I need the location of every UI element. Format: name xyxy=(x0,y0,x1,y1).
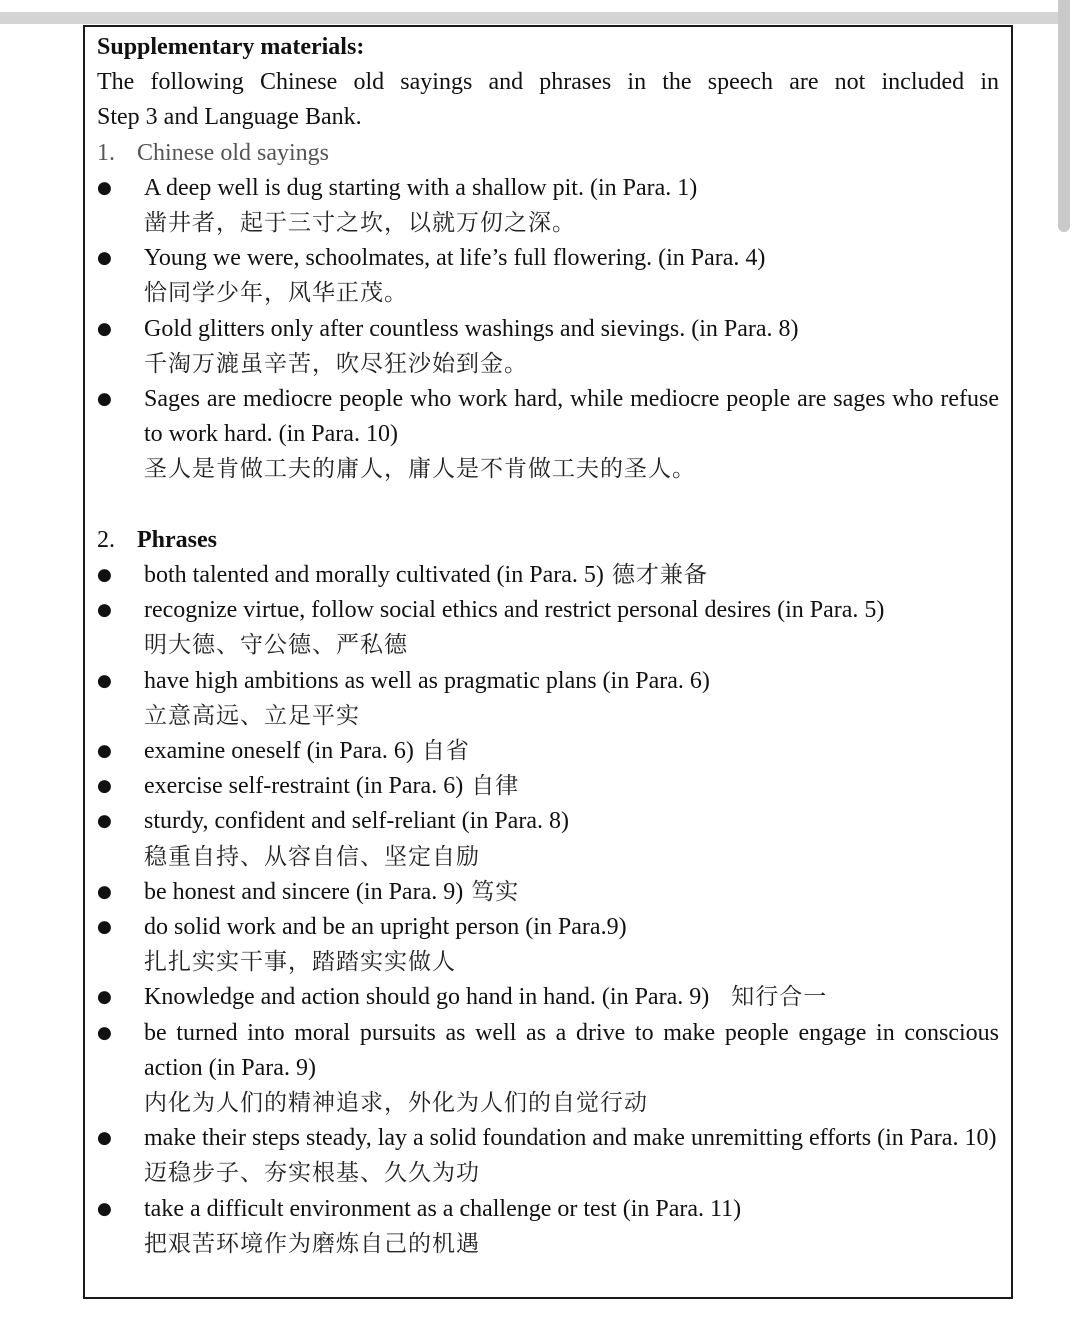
phrase-chinese: 笃实 xyxy=(471,878,520,905)
list-item xyxy=(97,558,999,593)
bullet-icon: ● xyxy=(97,177,112,198)
phrase-english: examine oneself (in Para. 6) xyxy=(144,738,414,765)
phrase-chinese: 扎扎实实干事，踏踏实实做人 xyxy=(144,949,456,976)
list-item xyxy=(97,875,999,910)
saying-chinese: 凿井者，起于三寸之坎，以就万仞之深。 xyxy=(144,210,576,237)
list-item xyxy=(97,382,999,488)
phrase-chinese: 自律 xyxy=(471,773,520,800)
list-item xyxy=(97,1121,999,1191)
intro-line-1: The following Chinese old sayings and phrases in the speech are not included in xyxy=(97,69,999,96)
saying-chinese: 恰同学少年，风华正茂。 xyxy=(144,280,408,307)
bullet-icon: ● xyxy=(97,600,112,621)
list-item xyxy=(97,980,999,1015)
saying-chinese: 千淘万漉虽辛苦，吹尽狂沙始到金。 xyxy=(144,350,528,377)
section-title: Supplementary materials: xyxy=(97,34,365,60)
list-item xyxy=(97,1192,999,1262)
list-item xyxy=(97,910,999,980)
saying-english: Gold glitters only after countless washings and sievings. (in Para. 8) xyxy=(144,315,799,342)
sayings-heading xyxy=(97,136,999,171)
list-item xyxy=(97,312,999,382)
phrase-english: exercise self-restraint (in Para. 6) xyxy=(144,773,464,800)
phrases-heading xyxy=(97,523,999,558)
bullet-icon: ● xyxy=(97,565,112,586)
phrase-english: Knowledge and action should go hand in hand. (in Para. 9) xyxy=(144,984,710,1011)
bullet-icon: ● xyxy=(97,318,112,339)
phrases-list xyxy=(97,558,999,1262)
phrase-english: do solid work and be an upright person (in Para.9) xyxy=(144,914,627,941)
bullet-icon: ● xyxy=(97,1022,112,1043)
phrases-number: 2. xyxy=(97,526,115,553)
phrase-english: make their steps steady, lay a solid foundation and make unremitting efforts (in Para. 10) xyxy=(144,1125,997,1152)
bullet-icon: ● xyxy=(97,881,112,902)
phrase-english: have high ambitions as well as pragmatic plans (in Para. 6) xyxy=(144,667,710,694)
sayings-list xyxy=(97,171,999,488)
phrase-chinese: 立意高远、立足平实 xyxy=(144,702,360,729)
phrase-chinese: 稳重自持、从容自信、坚定自励 xyxy=(144,843,480,870)
list-item xyxy=(97,593,999,663)
bullet-icon: ● xyxy=(97,248,112,269)
saying-english: Sages are mediocre people who work hard, while mediocre people are sages who refuse to work hard. (in Para. 10) xyxy=(144,386,999,448)
bullet-icon: ● xyxy=(97,987,112,1008)
phrase-chinese: 明大德、守公德、严私德 xyxy=(144,632,408,659)
phrase-chinese: 自省 xyxy=(421,738,470,765)
phrase-english: recognize virtue, follow social ethics and restrict personal desires (in Para. 5) xyxy=(144,597,885,624)
phrase-chinese: 迈稳步子、夯实根基、久久为功 xyxy=(144,1160,480,1187)
saying-chinese: 圣人是肯做工夫的庸人，庸人是不肯做工夫的圣人。 xyxy=(144,456,696,483)
bullet-icon: ● xyxy=(97,741,112,762)
saying-english: Young we were, schoolmates, at life’s full flowering. (in Para. 4) xyxy=(144,245,766,272)
list-item xyxy=(97,734,999,769)
phrase-english: sturdy, confident and self-reliant (in Para. 8) xyxy=(144,808,569,835)
phrase-english: be honest and sincere (in Para. 9) xyxy=(144,878,464,905)
phrase-chinese: 德才兼备 xyxy=(611,562,708,589)
bullet-icon: ● xyxy=(97,1198,112,1219)
bullet-icon: ● xyxy=(97,811,112,832)
phrase-chinese: 知行合一 xyxy=(731,984,828,1011)
list-item xyxy=(97,804,999,874)
intro-line-2: Step 3 and Language Bank. xyxy=(97,104,362,131)
saying-english: A deep well is dug starting with a shallow pit. (in Para. 1) xyxy=(144,174,698,201)
sayings-number: 1. xyxy=(97,139,115,166)
bullet-icon: ● xyxy=(97,389,112,410)
bullet-icon: ● xyxy=(97,917,112,938)
top-toolbar-bar xyxy=(0,12,1058,24)
phrases-title: Phrases xyxy=(137,526,217,553)
list-item xyxy=(97,1016,999,1122)
phrase-chinese: 把艰苦环境作为磨炼自己的机遇 xyxy=(144,1230,480,1257)
phrase-chinese: 内化为人们的精神追求，外化为人们的自觉行动 xyxy=(144,1090,648,1117)
vertical-scrollbar-thumb[interactable] xyxy=(1058,0,1070,232)
sayings-title: Chinese old sayings xyxy=(137,139,329,166)
supplementary-materials-box xyxy=(83,25,1013,1299)
phrase-english: be turned into moral pursuits as well as a drive to make people engage in conscious action (in Para. 9) xyxy=(144,1019,999,1081)
bullet-icon: ● xyxy=(97,776,112,797)
bullet-icon: ● xyxy=(97,670,112,691)
bullet-icon: ● xyxy=(97,1128,112,1149)
list-item xyxy=(97,171,999,241)
spacer xyxy=(97,488,999,523)
list-item xyxy=(97,769,999,804)
phrase-english: both talented and morally cultivated (in Para. 5) xyxy=(144,562,604,589)
phrase-english: take a difficult environment as a challenge or test (in Para. 11) xyxy=(144,1195,742,1222)
list-item xyxy=(97,241,999,311)
list-item xyxy=(97,664,999,734)
